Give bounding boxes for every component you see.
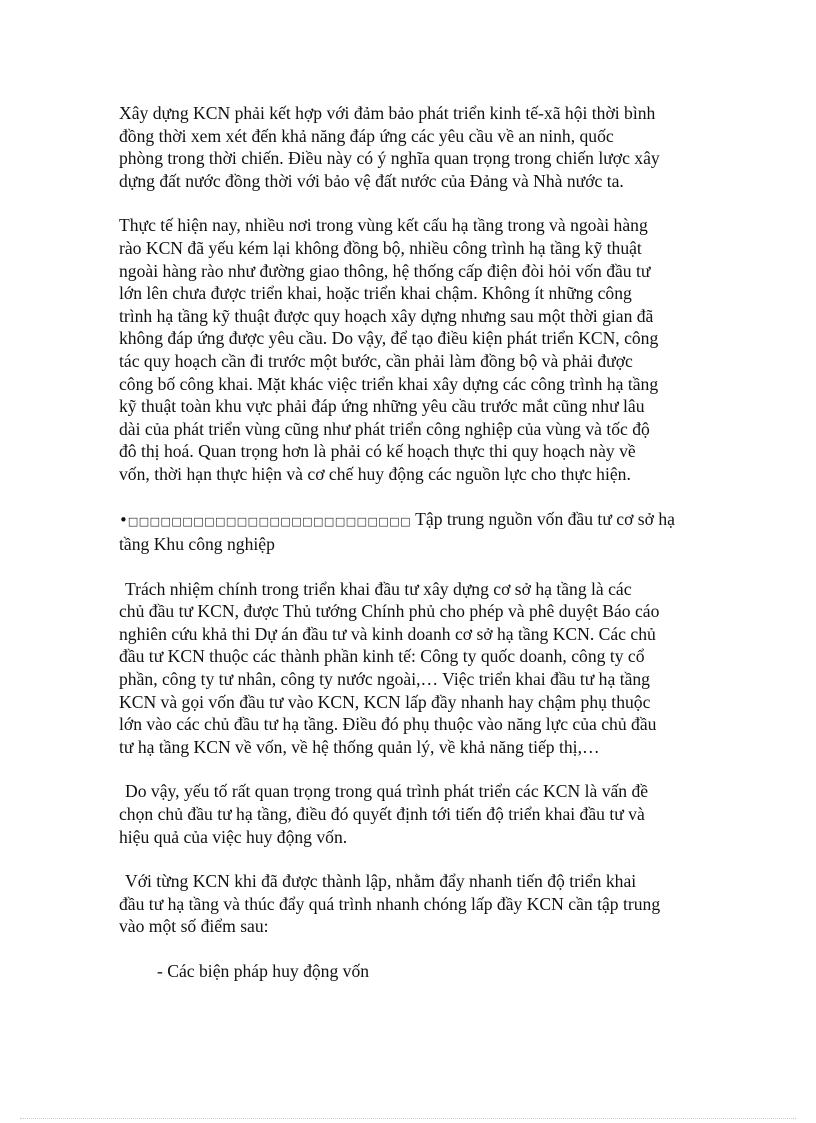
paragraph-line: tác quy hoạch cần đi trước một bước, cần phải làm đồng bộ và phải được: [119, 350, 633, 371]
paragraph-line: kỹ thuật toàn khu vực phải đáp ứng những yêu cầu trước mắt cũng như lâu: [119, 396, 645, 417]
paragraph-line: công bố công khai. Mặt khác việc triển khai xây dựng các công trình hạ tầng: [119, 373, 659, 394]
paragraph-line: vốn, thời hạn thực hiện và cơ chế huy động các nguồn lực cho thực hiện.: [119, 463, 631, 484]
paragraph-line: ngoài hàng rào như đường giao thông, hệ thống cấp điện đòi hỏi vốn đầu tư: [119, 260, 651, 281]
paragraph-line: chọn chủ đầu tư hạ tầng, điều đó quyết định tới tiến độ triển khai đầu tư và: [119, 804, 645, 825]
paragraph-line: nghiên cứu khả thi Dự án đầu tư và kinh doanh cơ sở hạ tầng KCN. Các chủ: [119, 623, 656, 644]
paragraph-line: Do vậy, yếu tố rất quan trọng trong quá trình phát triển các KCN là vấn đề: [125, 781, 649, 802]
bullet-heading: [119, 508, 699, 556]
paragraph-line: trình hạ tầng kỹ thuật được quy hoạch xây dựng nhưng sau một thời gian đã: [119, 305, 654, 326]
bullet-heading-line: [119, 508, 699, 534]
paragraph-line: Xây dựng KCN phải kết hợp với đảm bảo phát triển kinh tế-xã hội thời bình: [119, 103, 656, 123]
paragraph-line: vào một số điểm sau:: [119, 916, 269, 937]
paragraph-line: phòng trong thời chiến. Điều này có ý nghĩa quan trọng trong chiến lược xây: [119, 148, 660, 169]
bullet-heading-text: Tập trung nguồn vốn đầu tư cơ sở hạ: [411, 508, 675, 529]
paragraph-line: Trách nhiệm chính trong triển khai đầu tư xây dựng cơ sở hạ tầng là các: [125, 578, 632, 599]
paragraph-line: rào KCN đã yếu kém lại không đồng bộ, nhiều công trình hạ tầng kỹ thuật: [119, 237, 642, 258]
page-bottom-divider: [20, 1118, 796, 1119]
bullet-heading-line: tầng Khu công nghiệp: [119, 534, 275, 555]
paragraph-line: đồng thời xem xét đến khả năng đáp ứng các yêu cầu về an ninh, quốc: [119, 125, 614, 146]
paragraph-5: [119, 870, 699, 938]
paragraph-line: KCN và gọi vốn đầu tư vào KCN, KCN lấp đầy nhanh hay chậm phụ thuộc: [119, 691, 651, 712]
paragraph-line: tư hạ tầng KCN về vốn, về hệ thống quản lý, về khả năng tiếp thị,…: [119, 736, 600, 757]
paragraph-line: không đáp ứng được yêu cầu. Do vậy, để tạo điều kiện phát triển KCN, công: [119, 328, 659, 349]
paragraph-line: Với từng KCN khi đã được thành lập, nhằm đẩy nhanh tiến độ triển khai: [125, 871, 637, 892]
paragraph-3: [119, 578, 699, 759]
paragraph-2: [119, 214, 699, 485]
missing-glyph-boxes: □□□□□□□□□□□□□□□□□□□□□□□□□□: [127, 514, 412, 528]
paragraph-line: dài của phát triển vùng cũng như phát triển công nghiệp của vùng và tốc độ: [119, 418, 650, 439]
paragraph-1: [119, 102, 699, 192]
document-body: [119, 102, 699, 983]
paragraph-line: đầu tư KCN thuộc các thành phần kinh tế: Công ty quốc doanh, công ty cổ: [119, 646, 645, 667]
paragraph-4: [119, 780, 699, 848]
paragraph-line: dựng đất nước đồng thời với bảo vệ đất nước của Đảng và Nhà nước ta.: [119, 170, 624, 191]
paragraph-line: lớn vào các chủ đầu tư hạ tầng. Điều đó phụ thuộc vào năng lực của chủ đầu: [119, 714, 657, 735]
bullet-icon: •: [119, 510, 128, 529]
paragraph-line: lớn lên chưa được triển khai, hoặc triển khai chậm. Không ít những công: [119, 283, 632, 304]
paragraph-line: phần, công ty tư nhân, công ty nước ngoài,… Việc triển khai đầu tư hạ tầng: [119, 669, 650, 690]
paragraph-line: hiệu quả của việc huy động vốn.: [119, 826, 348, 847]
sub-list-item: - Các biện pháp huy động vốn: [157, 961, 370, 981]
paragraph-line: chủ đầu tư KCN, được Thủ tướng Chính phủ cho phép và phê duyệt Báo cáo: [119, 601, 660, 622]
paragraph-line: đô thị hoá. Quan trọng hơn là phải có kế hoạch thực thi quy hoạch này về: [119, 441, 636, 462]
paragraph-line: đầu tư hạ tầng và thúc đẩy quá trình nhanh chóng lấp đầy KCN cần tập trung: [119, 893, 661, 914]
paragraph-line: Thực tế hiện nay, nhiều nơi trong vùng kết cấu hạ tầng trong và ngoài hàng: [119, 215, 648, 236]
